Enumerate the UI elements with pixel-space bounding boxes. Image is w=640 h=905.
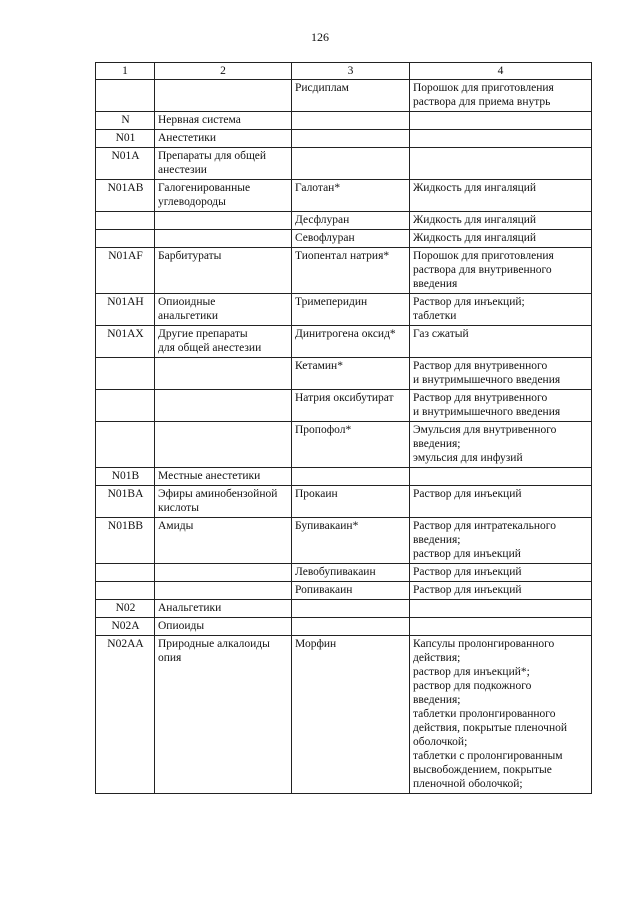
anatomical-group-cell: [155, 230, 292, 248]
atc-code-cell: N01A: [96, 148, 155, 180]
drug-name-cell: Левобупивакаин: [292, 564, 410, 582]
table-row: [96, 636, 592, 794]
anatomical-group-cell: Анальгетики: [155, 600, 292, 618]
drug-name-cell: Морфин: [292, 636, 410, 794]
page-number: 126: [311, 30, 329, 44]
atc-code-cell: N01BB: [96, 518, 155, 564]
table-row: [96, 130, 592, 148]
drug-name-cell: Десфлуран: [292, 212, 410, 230]
atc-code-cell: [96, 358, 155, 390]
atc-code-cell: [96, 80, 155, 112]
drug-name-cell: Натрия оксибутират: [292, 390, 410, 422]
dosage-form-cell: [410, 618, 592, 636]
table-row: [96, 358, 592, 390]
anatomical-group-cell: Анестетики: [155, 130, 292, 148]
anatomical-group-cell: [155, 582, 292, 600]
table-row: [96, 148, 592, 180]
anatomical-group-cell: Опиоидные анальгетики: [155, 294, 292, 326]
atc-code-cell: N02AA: [96, 636, 155, 794]
atc-code-cell: [96, 212, 155, 230]
dosage-form-cell: [410, 600, 592, 618]
table-row: [96, 564, 592, 582]
dosage-form-cell: Жидкость для ингаляций: [410, 230, 592, 248]
drug-name-cell: Кетамин*: [292, 358, 410, 390]
anatomical-group-cell: Галогенированные углеводороды: [155, 180, 292, 212]
drug-name-cell: [292, 618, 410, 636]
table-body: [96, 80, 592, 794]
anatomical-group-cell: Амиды: [155, 518, 292, 564]
anatomical-group-cell: Местные анестетики: [155, 468, 292, 486]
table-row: [96, 600, 592, 618]
dosage-form-cell: Газ сжатый: [410, 326, 592, 358]
drug-name-cell: Прокаин: [292, 486, 410, 518]
table-row: [96, 618, 592, 636]
column-header-2: 2: [155, 63, 292, 80]
atc-code-cell: [96, 390, 155, 422]
dosage-form-cell: Раствор для интратекального введения; раствор для инъекций: [410, 518, 592, 564]
table-row: [96, 230, 592, 248]
atc-code-cell: N01B: [96, 468, 155, 486]
table-row: [96, 486, 592, 518]
anatomical-group-cell: Препараты для общей анестезии: [155, 148, 292, 180]
column-header-3: 3: [292, 63, 410, 80]
table-row: [96, 390, 592, 422]
dosage-form-cell: Капсулы пролонгированного действия; раствор для инъекций*; раствор для подкожного введения; таблетки пролонгированного действия, покрытые пленочной оболочкой; таблетки с пролонгированным высвобождением, покрытые пленочной оболочкой;: [410, 636, 592, 794]
table-row: [96, 468, 592, 486]
atc-code-cell: N02: [96, 600, 155, 618]
dosage-form-cell: Порошок для приготовления раствора для приема внутрь: [410, 80, 592, 112]
atc-code-cell: N01BA: [96, 486, 155, 518]
column-header-1: 1: [96, 63, 155, 80]
anatomical-group-cell: [155, 390, 292, 422]
table-row: [96, 422, 592, 468]
atc-code-cell: N: [96, 112, 155, 130]
atc-code-cell: [96, 564, 155, 582]
drug-name-cell: Галотан*: [292, 180, 410, 212]
dosage-form-cell: Эмульсия для внутривенного введения; эмульсия для инфузий: [410, 422, 592, 468]
table-row: [96, 582, 592, 600]
anatomical-group-cell: [155, 564, 292, 582]
dosage-form-cell: [410, 130, 592, 148]
drug-name-cell: Динитрогена оксид*: [292, 326, 410, 358]
anatomical-group-cell: [155, 80, 292, 112]
atc-code-cell: N02A: [96, 618, 155, 636]
drug-name-cell: Тиопентал натрия*: [292, 248, 410, 294]
anatomical-group-cell: Опиоиды: [155, 618, 292, 636]
table-row: [96, 112, 592, 130]
header-row: [96, 63, 592, 80]
drug-name-cell: [292, 148, 410, 180]
dosage-form-cell: Раствор для инъекций: [410, 486, 592, 518]
anatomical-group-cell: Эфиры аминобензойной кислоты: [155, 486, 292, 518]
dosage-form-cell: Раствор для внутривенного и внутримышечного введения: [410, 358, 592, 390]
drug-name-cell: Ропивакаин: [292, 582, 410, 600]
drug-name-cell: Севофлуран: [292, 230, 410, 248]
table-row: [96, 294, 592, 326]
drug-name-cell: Рисдиплам: [292, 80, 410, 112]
table-row: [96, 248, 592, 294]
atc-code-cell: N01AF: [96, 248, 155, 294]
drug-name-cell: Бупивакаин*: [292, 518, 410, 564]
anatomical-group-cell: Другие препараты для общей анестезии: [155, 326, 292, 358]
table-row: [96, 80, 592, 112]
anatomical-group-cell: [155, 358, 292, 390]
atc-code-cell: N01AX: [96, 326, 155, 358]
column-header-4: 4: [410, 63, 592, 80]
drug-name-cell: [292, 112, 410, 130]
atc-code-cell: N01AH: [96, 294, 155, 326]
drug-name-cell: [292, 468, 410, 486]
dosage-form-cell: Раствор для инъекций; таблетки: [410, 294, 592, 326]
drug-name-cell: Пропофол*: [292, 422, 410, 468]
anatomical-group-cell: Природные алкалоиды опия: [155, 636, 292, 794]
anatomical-group-cell: [155, 212, 292, 230]
dosage-form-cell: Порошок для приготовления раствора для внутривенного введения: [410, 248, 592, 294]
dosage-form-cell: Раствор для внутривенного и внутримышечного введения: [410, 390, 592, 422]
dosage-form-cell: Раствор для инъекций: [410, 582, 592, 600]
dosage-form-cell: Жидкость для ингаляций: [410, 180, 592, 212]
atc-code-cell: [96, 422, 155, 468]
anatomical-group-cell: Нервная система: [155, 112, 292, 130]
table-row: [96, 518, 592, 564]
anatomical-group-cell: [155, 422, 292, 468]
atc-code-cell: [96, 230, 155, 248]
table-row: [96, 212, 592, 230]
atc-code-cell: N01AB: [96, 180, 155, 212]
table-row: [96, 180, 592, 212]
table-row: [96, 326, 592, 358]
dosage-form-cell: [410, 468, 592, 486]
drug-name-cell: [292, 600, 410, 618]
drug-name-cell: Тримеперидин: [292, 294, 410, 326]
atc-code-cell: [96, 582, 155, 600]
anatomical-group-cell: Барбитураты: [155, 248, 292, 294]
dosage-form-cell: [410, 112, 592, 130]
drug-table: [95, 62, 592, 794]
drug-name-cell: [292, 130, 410, 148]
atc-code-cell: N01: [96, 130, 155, 148]
dosage-form-cell: Жидкость для ингаляций: [410, 212, 592, 230]
dosage-form-cell: Раствор для инъекций: [410, 564, 592, 582]
dosage-form-cell: [410, 148, 592, 180]
